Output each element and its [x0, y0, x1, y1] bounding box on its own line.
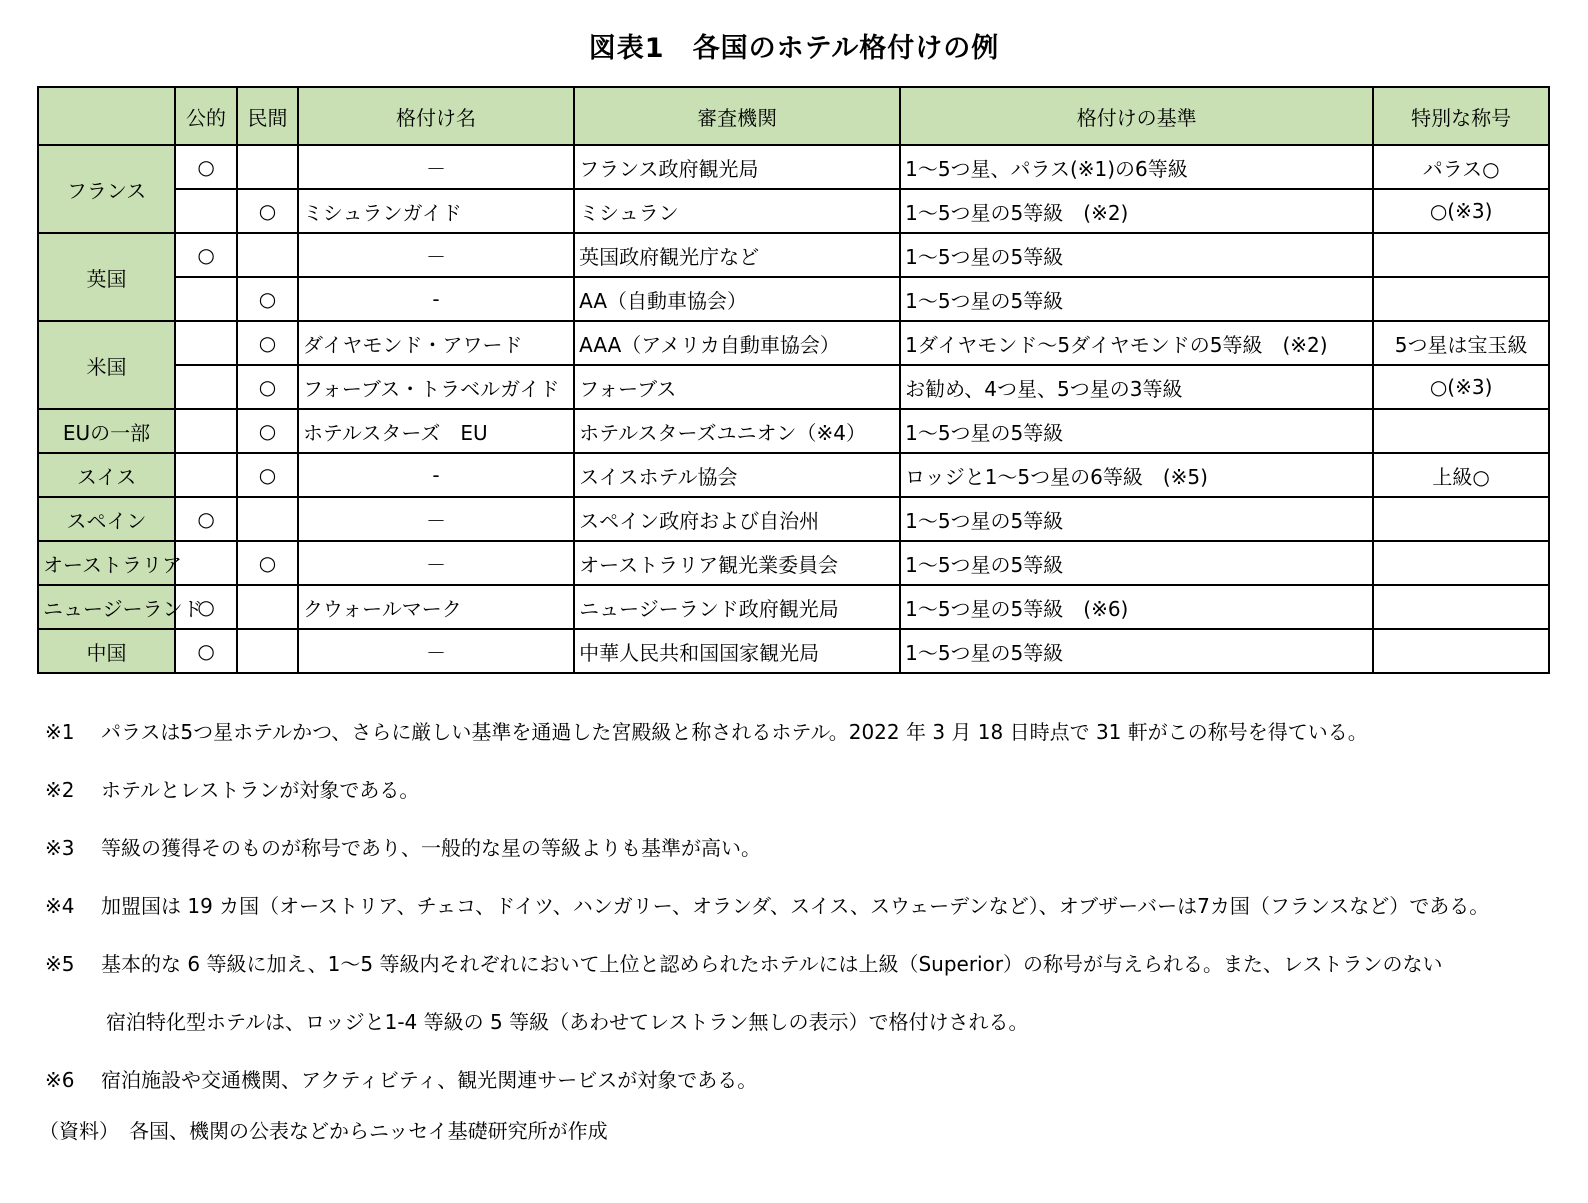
special-title-cell: ○(※3) — [1373, 365, 1549, 409]
criteria-cell: 1～5つ星の5等級 — [900, 409, 1373, 453]
header-country — [38, 87, 175, 145]
country-cell: 米国 — [38, 321, 175, 409]
criteria-cell: ロッジと1～5つ星の6等級 (※5) — [900, 453, 1373, 497]
criteria-cell: 1～5つ星の5等級 — [900, 497, 1373, 541]
private-cell: ○ — [237, 277, 298, 321]
header-criteria: 格付けの基準 — [900, 87, 1373, 145]
public-cell: ○ — [175, 233, 237, 277]
table-row — [38, 497, 1549, 541]
hotel-rating-table — [37, 86, 1550, 674]
footnote-mark: ※6 — [45, 1068, 75, 1092]
footnote — [45, 828, 1565, 886]
public-cell: ○ — [175, 629, 237, 673]
header-public: 公的 — [175, 87, 237, 145]
rating-name-cell: クウォールマーク — [298, 585, 574, 629]
footnote-text: ホテルとレストランが対象である。 — [101, 778, 420, 802]
review-body-cell: 英国政府観光庁など — [574, 233, 900, 277]
criteria-cell: 1～5つ星、パラス(※1)の6等級 — [900, 145, 1373, 189]
private-cell — [237, 233, 298, 277]
footnote-continuation — [45, 1002, 1565, 1060]
public-cell: ○ — [175, 145, 237, 189]
footnote-mark: ※2 — [45, 778, 75, 802]
rating-name-cell: － — [298, 629, 574, 673]
private-cell — [237, 145, 298, 189]
special-title-cell — [1373, 233, 1549, 277]
public-cell — [175, 453, 237, 497]
header-private: 民間 — [237, 87, 298, 145]
review-body-cell: ミシュラン — [574, 189, 900, 233]
footnote-text: パラスは5つ星ホテルかつ、さらに厳しい基準を通過した宮殿級と称されるホテル。2022 年 3 月 18 日時点で 31 軒がこの称号を得ている。 — [101, 720, 1368, 744]
table-row — [38, 629, 1549, 673]
rating-name-cell: ミシュランガイド — [298, 189, 574, 233]
country-cell: ニュージーランド — [38, 585, 175, 629]
special-title-cell — [1373, 409, 1549, 453]
special-title-cell — [1373, 277, 1549, 321]
table-row — [38, 453, 1549, 497]
table-row — [38, 233, 1549, 277]
criteria-cell: お勧め、4つ星、5つ星の3等級 — [900, 365, 1373, 409]
special-title-cell — [1373, 541, 1549, 585]
country-cell: 英国 — [38, 233, 175, 321]
rating-name-cell: フォーブス・トラベルガイド — [298, 365, 574, 409]
review-body-cell: AA（自動車協会） — [574, 277, 900, 321]
table-row — [38, 145, 1549, 189]
table-row — [38, 409, 1549, 453]
country-cell: EUの一部 — [38, 409, 175, 453]
source-note: （資料） 各国、機関の公表などからニッセイ基礎研究所が作成 — [39, 1119, 608, 1143]
rating-name-cell: ホテルスターズ EU — [298, 409, 574, 453]
header-review-body: 審査機関 — [574, 87, 900, 145]
special-title-cell: 上級○ — [1373, 453, 1549, 497]
public-cell — [175, 277, 237, 321]
country-cell: オーストラリア — [38, 541, 175, 585]
special-title-cell: パラス○ — [1373, 145, 1549, 189]
page-title: 図表1 各国のホテル格付けの例 — [588, 33, 1000, 64]
special-title-cell — [1373, 497, 1549, 541]
criteria-cell: 1～5つ星の5等級 — [900, 541, 1373, 585]
rating-name-cell: － — [298, 497, 574, 541]
public-cell — [175, 409, 237, 453]
header-special-title: 特別な称号 — [1373, 87, 1549, 145]
table-row — [38, 277, 1549, 321]
review-body-cell: スペイン政府および自治州 — [574, 497, 900, 541]
private-cell: ○ — [237, 453, 298, 497]
footnote — [45, 944, 1565, 1002]
review-body-cell: フランス政府観光局 — [574, 145, 900, 189]
table-row — [38, 541, 1549, 585]
criteria-cell: 1～5つ星の5等級 (※2) — [900, 189, 1373, 233]
footnote — [45, 1060, 1565, 1118]
footnote-mark: ※3 — [45, 836, 75, 860]
table-row — [38, 585, 1549, 629]
criteria-cell: 1～5つ星の5等級 — [900, 629, 1373, 673]
private-cell — [237, 497, 298, 541]
criteria-cell: 1～5つ星の5等級 — [900, 277, 1373, 321]
rating-name-cell: － — [298, 233, 574, 277]
private-cell: ○ — [237, 189, 298, 233]
private-cell — [237, 629, 298, 673]
private-cell: ○ — [237, 409, 298, 453]
footnote — [45, 770, 1565, 828]
footnotes — [45, 712, 1565, 1118]
review-body-cell: AAA（アメリカ自動車協会） — [574, 321, 900, 365]
public-cell — [175, 189, 237, 233]
footnote-text: 宿泊施設や交通機関、アクティビティ、観光関連サービスが対象である。 — [101, 1068, 758, 1092]
private-cell: ○ — [237, 365, 298, 409]
footnote-text: 加盟国は 19 カ国（オーストリア、チェコ、ドイツ、ハンガリー、オランダ、スイス、スウェーデンなど）、オブザーバーは7カ国（フランスなど）である。 — [101, 894, 1490, 918]
rating-name-cell: － — [298, 541, 574, 585]
review-body-cell: ホテルスターズユニオン（※4） — [574, 409, 900, 453]
footnote-text: 等級の獲得そのものが称号であり、一般的な星の等級よりも基準が高い。 — [101, 836, 761, 860]
public-cell: ○ — [175, 585, 237, 629]
criteria-cell: 1ダイヤモンド～5ダイヤモンドの5等級 (※2) — [900, 321, 1373, 365]
footnote-text: 基本的な 6 等級に加え、1～5 等級内それぞれにおいて上位と認められたホテルには上級（Superior）の称号が与えられる。また、レストランのない — [101, 952, 1443, 976]
public-cell — [175, 321, 237, 365]
footnote — [45, 886, 1565, 944]
table-row — [38, 365, 1549, 409]
footnote-mark: ※4 — [45, 894, 75, 918]
country-cell: 中国 — [38, 629, 175, 673]
private-cell: ○ — [237, 321, 298, 365]
footnote-mark: ※1 — [45, 720, 75, 744]
public-cell: ○ — [175, 497, 237, 541]
special-title-cell — [1373, 585, 1549, 629]
private-cell — [237, 585, 298, 629]
footnote-text: 宿泊特化型ホテルは、ロッジと1-4 等級の 5 等級（あわせてレストラン無しの表示）で格付けされる。 — [106, 1010, 1029, 1034]
review-body-cell: 中華人民共和国国家観光局 — [574, 629, 900, 673]
review-body-cell: スイスホテル協会 — [574, 453, 900, 497]
footnote-mark: ※5 — [45, 952, 75, 976]
public-cell — [175, 365, 237, 409]
rating-name-cell: ダイヤモンド・アワード — [298, 321, 574, 365]
country-cell: スイス — [38, 453, 175, 497]
public-cell — [175, 541, 237, 585]
review-body-cell: フォーブス — [574, 365, 900, 409]
table-header-row — [38, 87, 1549, 145]
rating-name-cell: - — [298, 277, 574, 321]
special-title-cell: 5つ星は宝玉級 — [1373, 321, 1549, 365]
criteria-cell: 1～5つ星の5等級 — [900, 233, 1373, 277]
table-row — [38, 321, 1549, 365]
private-cell: ○ — [237, 541, 298, 585]
review-body-cell: オーストラリア観光業委員会 — [574, 541, 900, 585]
rating-name-cell: - — [298, 453, 574, 497]
special-title-cell: ○(※3) — [1373, 189, 1549, 233]
criteria-cell: 1～5つ星の5等級 (※6) — [900, 585, 1373, 629]
country-cell: フランス — [38, 145, 175, 233]
footnote — [45, 712, 1565, 770]
review-body-cell: ニュージーランド政府観光局 — [574, 585, 900, 629]
special-title-cell — [1373, 629, 1549, 673]
rating-name-cell: － — [298, 145, 574, 189]
table-row — [38, 189, 1549, 233]
country-cell: スペイン — [38, 497, 175, 541]
header-rating-name: 格付け名 — [298, 87, 574, 145]
